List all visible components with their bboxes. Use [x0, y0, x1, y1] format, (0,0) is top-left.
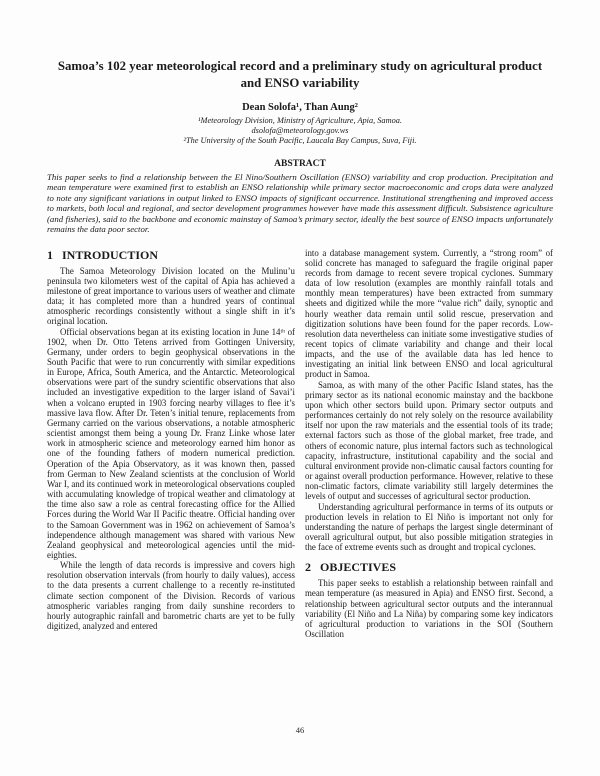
introduction-paragraph: Samoa, as with many of the other Pacific Island states, has the primary sector as its national economic mainstay and the backbone upon which other sectors build upon. Primary sector outputs and performances certainly do not rely solely on the resource availability itself nor upon the raw materials and the essential tools of its trade; external factors such as those of the global market, free trade, and others of economic nature, plus internal factors such as technological capacity, infrastructure, institutional capability and the social and cultural environment provide non-climatic causal factors counting for or against overall production performance. However, relative to these non-climatic factors, climate variability still largely determines the levels of output and successes of agricultural sector production. — [305, 379, 553, 502]
left-column — [47, 248, 295, 640]
objectives-paragraph: This paper seeks to establish a relationship between rainfall and mean temperature (as measured in Apia) and ENSO first. Second, a relationship between agricultural sector outputs and the interannual variability (El Niño and La Niña) by comparing some key indicators of agricultural production to variations in the SOI (Southern Oscillation — [305, 578, 553, 640]
authors-line: Dean Solofa¹, Than Aung² — [242, 102, 358, 113]
page-number: 46 — [295, 725, 305, 735]
introduction-paragraph: Official observations began at its existing location in June 14ᵗʰ of 1902, when Dr. Otto Tetens arrived from Gottingen University, Germany, under orders to begin geophysical observations in the South Pacific that were to run concurrently with similar expeditions in Europe, Africa, South America, and the Antarctic. Meteorological observations were part of the sundry scientific observations that also included an investigative expedition to the larger island of Savai’i when a volcano erupted in 1903 forcing nearby villages to flee it’s massive lava flow. After Dr. Teten’s initial tenure, replacements from Germany carried on the various observations, a notable atmospheric scientist amongst them being a young Dr. Franz Linke whose later work in atmospheric science and meteorology earned him honor as one of the founding fathers of modern numerical prediction. Operation of the Apia Observatory, as it was known then, passed from German to New Zealand scientists at the conclusion of World War I, and its continued work in meteorological observations coupled with accumulating knowledge of tropical weather and climatology at the time also saw a role as central forecasting office for the Allied Forces during the World War II Pacific theatre. Official handing over to the Samoan Government was in 1962 on achievement of Samoa’s independence although management was shared with various New Zealand geophysical and meteorological agencies until the mid-eighties. — [47, 326, 295, 560]
abstract-heading: ABSTRACT — [274, 158, 326, 169]
objectives-number: 2 — [305, 560, 311, 575]
page-footer — [0, 725, 600, 735]
introduction-paragraph-continued: into a database management system. Currently, a “strong room” of solid concrete has managed to safeguard the fragile original paper records from damage to recent severe tropical cyclones. Summary data of low resolution (examples are monthly rainfall totals and monthly mean temperatures) have been extracted from summary sheets and digitized while the more “value rich” daily, synoptic and hourly weather data remain until solid rescue, preservation and digitization solutions have been found for the paper records. Low-resolution data nevertheless can initiate some investigative studies of recent topics of climate variability and change and their local impacts, and the use of the available data has led hence to investigating an initial link between ENSO and local agricultural product in Samoa. — [305, 247, 553, 380]
abstract-text: This paper seeks to find a relationship between the El Nino/Southern Oscillation (ENSO) variability and crop production. Precipitation and mean temperature were examined first to establish an ENSO relationship while primary sector macroeconomic and crops data were analyzed to note any significant variations in output linked to ENSO impacts of significant occurrence. Institutional strengthening and improved access to markets, both local and regional, and sector development programmes however have made this assessment difficult. Subsistence agriculture (and fisheries), said to the backbone and economic mainstay of Samoa’s primary sector, ideally the best source of ENSO impacts unfortunately remains the data poor sector. — [47, 171, 553, 235]
two-column-body — [47, 248, 553, 640]
introduction-title: INTRODUCTION — [62, 247, 159, 262]
introduction-heading — [47, 248, 295, 262]
affiliation-2: ²The University of the South Pacific, Laucala Bay Campus, Suva, Fiji. — [183, 136, 417, 146]
objectives-heading — [305, 560, 553, 574]
right-column — [305, 248, 553, 640]
paper-title: Samoa’s 102 year meteorological record and a preliminary study on agricultural product and ENSO variability — [57, 59, 543, 90]
objectives-title: OBJECTIVES — [320, 560, 397, 575]
affiliation-1: ¹Meteorology Division, Ministry of Agriculture, Apia, Samoa. — [198, 116, 402, 125]
author-email: dsolofa@meteorology.gov.ws — [251, 126, 349, 136]
introduction-number: 1 — [47, 247, 53, 262]
paper-header — [47, 58, 553, 147]
abstract-section — [47, 159, 553, 235]
introduction-paragraph: The Samoa Meteorology Division located on the Mulinu’u peninsula two kilometers west of the capital of Apia has achieved a milestone of great importance to various users of weather and climate data; it has completed more than a hundred years of continual atmospheric recordings consistently without a single shift in it’s original location. — [47, 265, 295, 327]
introduction-paragraph: While the length of data records is impressive and covers high resolution observation intervals (from hourly to daily values), access to the data presents a current challenge to a recently re-instituted climate section component of the Division. Records of various atmospheric variables ranging from daily sunshine recorders to hourly autographic rainfall and barometric charts are yet to be fully digitized, analyzed and entered — [47, 560, 295, 632]
introduction-paragraph: Understanding agricultural performance in terms of its outputs or production levels in relation to El Niño is important not only for understanding the nature of perhaps the largest single determinant of overall agricultural output, but also possible mitigation strategies in the face of extreme events such as drought and tropical cyclones. — [305, 501, 553, 553]
